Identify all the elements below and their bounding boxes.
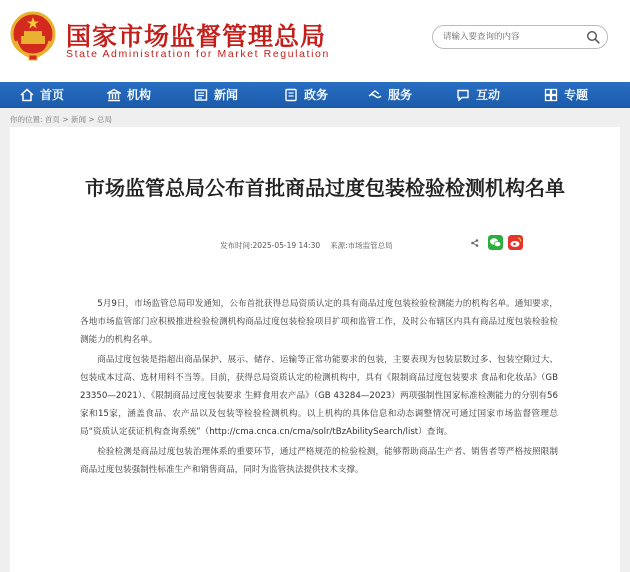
nav-label: 专题 — [564, 88, 589, 102]
source-label: 来源: — [330, 241, 348, 250]
search-icon[interactable] — [586, 30, 600, 44]
breadcrumb-separator: > — [88, 115, 98, 124]
search-input[interactable] — [443, 29, 583, 45]
news-icon — [194, 88, 208, 102]
breadcrumb-home[interactable]: 首页 — [44, 115, 60, 124]
home-icon — [20, 88, 34, 102]
service-icon — [368, 88, 382, 102]
article-meta — [220, 240, 393, 251]
article-title: 市场监管总局公布首批商品过度包装检验检测机构名单 — [85, 176, 565, 200]
nav-label: 机构 — [127, 88, 152, 102]
nav-label: 政务 — [304, 88, 329, 102]
source-name: 市场监管总局 — [347, 241, 393, 250]
nav-label: 首页 — [40, 88, 65, 102]
institution-icon — [107, 88, 121, 102]
site-subtitle: State Administration for Market Regulation — [66, 48, 330, 60]
published-time: 2025-05-19 14:30 — [252, 241, 321, 250]
weibo-icon[interactable] — [508, 235, 523, 250]
search-box — [432, 25, 608, 49]
article-body — [80, 295, 558, 481]
nav-label: 互动 — [476, 88, 501, 102]
breadcrumb-separator: > — [62, 115, 71, 124]
breadcrumb — [10, 114, 112, 125]
article-paragraph: 检验检测是商品过度包装治理体系的重要环节，通过严格规范的检验检测，能够帮助商品生产者、销售者等严格按照限制商品过度包装强制性标准生产和销售商品，同时为监管执法提供技术支撑。 — [80, 447, 558, 475]
breadcrumb-news[interactable]: 新闻 — [70, 115, 86, 124]
nav-label: 服务 — [388, 88, 413, 102]
share-icon — [471, 239, 479, 247]
breadcrumb-prefix: 你的位置: — [10, 115, 43, 124]
article-paragraph: 商品过度包装是指超出商品保护、展示、储存、运输等正常功能要求的包装，主要表现为包装层数过多、包装空隙过大、包装成本过高、选材用料不当等。目前，获得总局资质认定的检测机构中，具有《限制商品过度包装要求 食品和化妆品》（GB 23350—2021）、《限制商品过度包装要求 生鲜食用农产品》（GB 43284—2023）两项强制性国家标准检测能力的分别有56家和15家，涵盖食品、农产品以及包装等检验检测机构。以上机构的具体信息和动态调整情况可通过国家市场监督管理总局“资质认定获证机构查询系统”（http://cma.cnca.cn/cma/solr/tBzAbilitySearch/list）查询。 — [80, 355, 558, 437]
published-label: 发布时间: — [220, 241, 253, 250]
main-nav — [0, 82, 630, 108]
wechat-icon[interactable] — [488, 235, 503, 250]
breadcrumb-hq[interactable]: 总局 — [97, 115, 113, 124]
site-header — [0, 0, 630, 82]
site-title[interactable]: 国家市场监督管理总局 — [66, 22, 327, 51]
national-emblem-icon[interactable] — [10, 11, 56, 61]
government-icon — [284, 88, 298, 102]
interaction-icon — [456, 88, 470, 102]
article-paragraph: 5月9日，市场监管总局印发通知，公布首批获得总局资质认定的具有商品过度包装检验检测能力的机构名单。通知要求，各地市场监管部门应积极推进检验检测机构商品过度包装检验项目扩项和监管工作，及时公布辖区内具有商品过度包装检验检测能力的机构名单。 — [80, 299, 558, 345]
article-card — [10, 127, 620, 572]
topic-icon — [544, 88, 558, 102]
nav-label: 新闻 — [214, 88, 239, 102]
